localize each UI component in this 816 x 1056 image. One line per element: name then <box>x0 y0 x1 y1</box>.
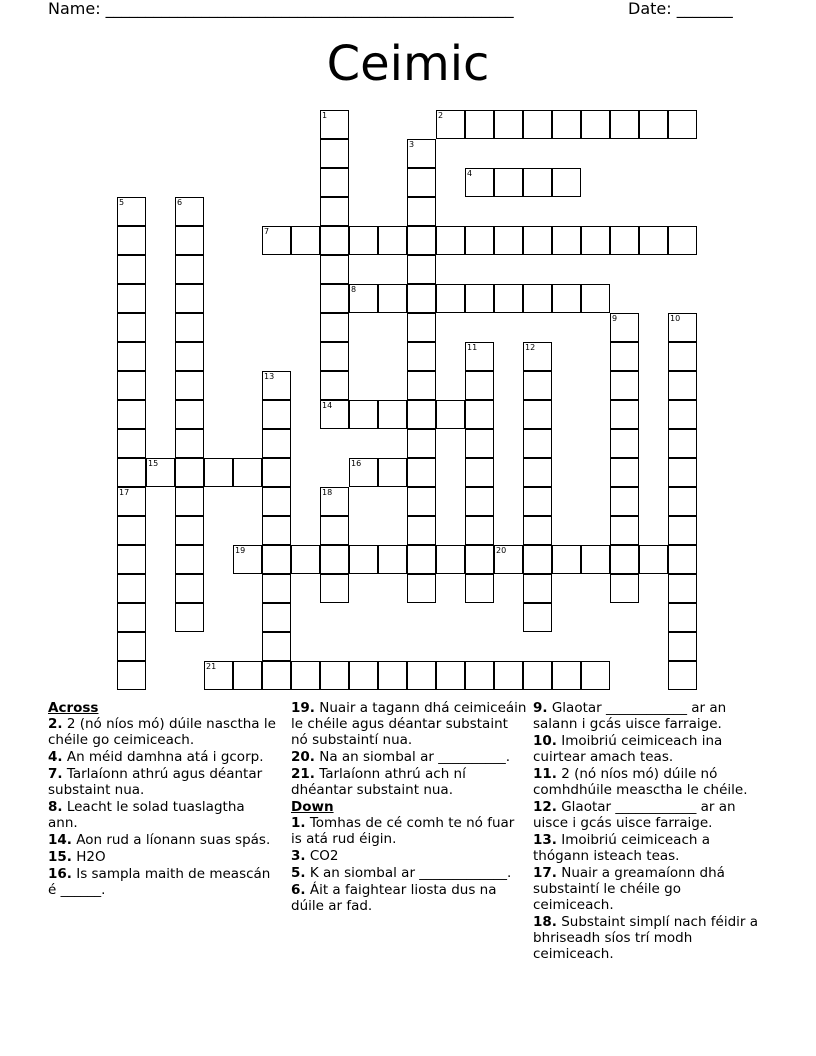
grid-cell[interactable] <box>668 487 697 516</box>
grid-cell[interactable] <box>436 545 465 574</box>
grid-cell[interactable] <box>175 487 204 516</box>
grid-cell[interactable] <box>523 371 552 400</box>
clue-item <box>48 832 276 848</box>
grid-cell[interactable] <box>465 458 494 487</box>
clue-item <box>533 700 761 732</box>
clue-number: 14 <box>322 401 333 410</box>
grid-cell[interactable] <box>117 632 146 661</box>
clue-item <box>48 766 276 798</box>
grid-cell[interactable] <box>523 400 552 429</box>
clue-number: 16 <box>351 459 362 468</box>
grid-cell[interactable] <box>117 429 146 458</box>
grid-cell[interactable] <box>523 226 552 255</box>
clue-number: 19 <box>235 546 246 555</box>
grid-cell[interactable] <box>668 516 697 545</box>
grid-cell[interactable] <box>610 226 639 255</box>
clue-item <box>48 716 276 748</box>
grid-cell[interactable] <box>465 226 494 255</box>
clue-number-label: 16. <box>48 866 72 882</box>
grid-cell[interactable] <box>320 168 349 197</box>
clue-text: Nuair a tagann dhá ceimiceáin le chéile agus déantar substaint nó substaintí nua. <box>291 700 527 748</box>
clue-number-label: 1. <box>291 815 306 831</box>
clue-item <box>291 749 527 765</box>
grid-cell[interactable] <box>407 168 436 197</box>
clue-item <box>533 733 761 765</box>
grid-cell[interactable] <box>407 313 436 342</box>
clue-number-label: 21. <box>291 766 315 782</box>
clue-number-label: 3. <box>291 848 306 864</box>
page-title: Ceimic <box>326 36 490 92</box>
clue-text: Leacht le solad tuaslagtha ann. <box>48 799 245 831</box>
grid-cell[interactable] <box>407 458 436 487</box>
grid-cell[interactable] <box>407 487 436 516</box>
clue-number: 8 <box>351 285 357 294</box>
grid-cell[interactable] <box>117 458 146 487</box>
grid-cell[interactable] <box>378 400 407 429</box>
clue-text: CO2 <box>309 848 339 864</box>
date-label: Date: _______ <box>628 0 733 18</box>
grid-cell[interactable] <box>378 458 407 487</box>
grid-cell[interactable] <box>117 574 146 603</box>
grid-cell[interactable] <box>175 313 204 342</box>
grid-cell[interactable] <box>610 516 639 545</box>
clue-number: 9 <box>612 314 618 323</box>
clue-text: An méid damhna atá i gcorp. <box>66 749 264 765</box>
grid-cell[interactable] <box>610 110 639 139</box>
clue-item <box>533 914 761 962</box>
clue-number-label: 5. <box>291 865 306 881</box>
clue-text: Substaint simplí nach féidir a bhriseadh síos trí modh ceimiceach. <box>533 914 759 962</box>
grid-cell[interactable] <box>407 342 436 371</box>
grid-cell[interactable] <box>320 371 349 400</box>
grid-cell[interactable] <box>465 516 494 545</box>
clue-text: Glaotar ____________ ar an salann i gcás uisce farraige. <box>533 700 727 732</box>
grid-cell[interactable] <box>320 284 349 313</box>
grid-cell[interactable] <box>175 603 204 632</box>
grid-cell[interactable] <box>407 255 436 284</box>
grid-cell[interactable] <box>494 226 523 255</box>
grid-cell[interactable] <box>117 516 146 545</box>
grid-cell[interactable] <box>175 458 204 487</box>
clue-item <box>533 799 761 831</box>
clue-item <box>291 882 527 914</box>
clue-text: Tarlaíonn athrú ach ní dhéantar substaint nua. <box>291 766 466 798</box>
clue-number: 4 <box>467 169 473 178</box>
grid-cell[interactable] <box>668 429 697 458</box>
grid-cell[interactable] <box>668 574 697 603</box>
clue-number: 7 <box>264 227 270 236</box>
grid-cell[interactable] <box>407 197 436 226</box>
grid-cell[interactable] <box>117 284 146 313</box>
grid-cell[interactable] <box>523 284 552 313</box>
grid-cell[interactable] <box>378 545 407 574</box>
grid-cell[interactable] <box>668 545 697 574</box>
grid-cell[interactable] <box>494 661 523 690</box>
clue-number-label: 8. <box>48 799 63 815</box>
clue-number-label: 7. <box>48 766 63 782</box>
clue-text: Tarlaíonn athrú agus déantar substaint nua. <box>48 766 263 798</box>
grid-cell[interactable] <box>262 429 291 458</box>
clues-column-1 <box>48 700 276 899</box>
clue-number: 2 <box>438 111 444 120</box>
grid-cell[interactable] <box>349 661 378 690</box>
grid-cell[interactable] <box>552 661 581 690</box>
clues-column-2 <box>291 700 527 915</box>
grid-cell[interactable] <box>117 255 146 284</box>
clue-item <box>291 815 527 847</box>
grid-cell[interactable] <box>407 429 436 458</box>
grid-cell[interactable] <box>262 661 291 690</box>
grid-cell[interactable] <box>668 603 697 632</box>
grid-cell[interactable] <box>552 168 581 197</box>
clue-number-label: 11. <box>533 766 557 782</box>
grid-cell[interactable] <box>320 661 349 690</box>
clue-text: Áit a faightear liosta dus na dúile ar fad. <box>291 882 497 914</box>
grid-cell[interactable] <box>465 574 494 603</box>
grid-cell[interactable] <box>349 545 378 574</box>
grid-cell[interactable] <box>349 400 378 429</box>
grid-cell[interactable] <box>262 603 291 632</box>
clue-item <box>291 766 527 798</box>
across-title: Across <box>48 700 99 716</box>
grid-cell[interactable] <box>494 168 523 197</box>
grid-cell[interactable] <box>552 226 581 255</box>
grid-cell[interactable] <box>407 284 436 313</box>
grid-cell[interactable] <box>262 516 291 545</box>
grid-cell[interactable] <box>523 661 552 690</box>
clue-item <box>291 865 527 881</box>
grid-cell[interactable] <box>523 516 552 545</box>
grid-cell[interactable] <box>581 661 610 690</box>
grid-cell[interactable] <box>581 226 610 255</box>
grid-cell[interactable] <box>349 226 378 255</box>
grid-cell[interactable] <box>523 168 552 197</box>
clue-number-label: 6. <box>291 882 306 898</box>
grid-cell[interactable] <box>175 342 204 371</box>
grid-cell[interactable] <box>465 371 494 400</box>
grid-cell[interactable] <box>465 284 494 313</box>
grid-cell[interactable] <box>436 400 465 429</box>
grid-cell[interactable] <box>523 487 552 516</box>
clue-number-label: 14. <box>48 832 72 848</box>
clue-number: 11 <box>467 343 478 352</box>
grid-cell[interactable] <box>262 574 291 603</box>
grid-cell[interactable] <box>233 661 262 690</box>
grid-cell[interactable] <box>523 545 552 574</box>
name-label: Name: ___________________________________________________ <box>48 0 514 18</box>
clue-item <box>48 799 276 831</box>
grid-cell[interactable] <box>117 400 146 429</box>
grid-cell[interactable] <box>552 545 581 574</box>
clue-number: 5 <box>119 198 125 207</box>
grid-cell[interactable] <box>581 545 610 574</box>
clue-number: 18 <box>322 488 333 497</box>
grid-cell[interactable] <box>610 429 639 458</box>
grid-cell[interactable] <box>204 458 233 487</box>
grid-cell[interactable] <box>668 458 697 487</box>
grid-cell[interactable] <box>320 139 349 168</box>
grid-cell[interactable] <box>291 226 320 255</box>
grid-cell[interactable] <box>175 284 204 313</box>
grid-cell[interactable] <box>610 487 639 516</box>
grid-cell[interactable] <box>175 400 204 429</box>
grid-cell[interactable] <box>117 342 146 371</box>
grid-cell[interactable] <box>668 371 697 400</box>
grid-cell[interactable] <box>262 400 291 429</box>
grid-cell[interactable] <box>610 342 639 371</box>
grid-cell[interactable] <box>378 284 407 313</box>
grid-cell[interactable] <box>320 313 349 342</box>
grid-cell[interactable] <box>407 661 436 690</box>
clue-number: 12 <box>525 343 536 352</box>
clue-number-label: 19. <box>291 700 315 716</box>
grid-cell[interactable] <box>175 574 204 603</box>
clue-text: Nuair a greamaíonn dhá substaintí le chéile go ceimiceach. <box>533 865 725 913</box>
grid-cell[interactable] <box>581 110 610 139</box>
grid-cell[interactable] <box>378 661 407 690</box>
grid-cell[interactable] <box>465 429 494 458</box>
grid-cell[interactable] <box>494 110 523 139</box>
grid-cell[interactable] <box>668 400 697 429</box>
grid-cell[interactable] <box>262 458 291 487</box>
grid-cell[interactable] <box>320 255 349 284</box>
clue-text: Imoibriú ceimiceach ina cuirtear amach teas. <box>533 733 723 765</box>
grid-cell[interactable] <box>436 284 465 313</box>
grid-cell[interactable] <box>581 284 610 313</box>
grid-cell[interactable] <box>175 255 204 284</box>
grid-cell[interactable] <box>610 545 639 574</box>
clue-number-label: 13. <box>533 832 557 848</box>
grid-cell[interactable] <box>233 458 262 487</box>
clue-number-label: 2. <box>48 716 63 732</box>
clues-column-3 <box>533 700 761 963</box>
grid-cell[interactable] <box>465 487 494 516</box>
clue-number: 20 <box>496 546 507 555</box>
grid-cell[interactable] <box>320 342 349 371</box>
grid-cell[interactable] <box>175 429 204 458</box>
grid-cell[interactable] <box>407 545 436 574</box>
grid-cell[interactable] <box>610 574 639 603</box>
clue-text: 2 (nó níos mó) dúile nasctha le chéile go ceimiceach. <box>48 716 276 748</box>
clue-text: Is sampla maith de meascán é ______. <box>48 866 271 898</box>
grid-cell[interactable] <box>523 458 552 487</box>
clue-number: 1 <box>322 111 328 120</box>
clue-item <box>291 700 527 748</box>
grid-cell[interactable] <box>117 226 146 255</box>
grid-cell[interactable] <box>610 400 639 429</box>
clue-number-label: 18. <box>533 914 557 930</box>
clue-number-label: 10. <box>533 733 557 749</box>
grid-cell[interactable] <box>407 226 436 255</box>
grid-cell[interactable] <box>117 661 146 690</box>
clue-text: H2O <box>76 849 106 865</box>
clue-number-label: 17. <box>533 865 557 881</box>
clue-text: Tomhas de cé comh te nó fuar is atá rud éigin. <box>291 815 515 847</box>
grid-cell[interactable] <box>436 226 465 255</box>
grid-cell[interactable] <box>610 458 639 487</box>
clue-number-label: 9. <box>533 700 548 716</box>
grid-cell[interactable] <box>175 371 204 400</box>
grid-cell[interactable] <box>465 661 494 690</box>
grid-cell[interactable] <box>320 545 349 574</box>
grid-cell[interactable] <box>291 661 320 690</box>
grid-cell[interactable] <box>436 661 465 690</box>
grid-cell[interactable] <box>320 516 349 545</box>
grid-cell[interactable] <box>117 603 146 632</box>
grid-cell[interactable] <box>639 226 668 255</box>
clue-item <box>533 865 761 913</box>
clue-number: 13 <box>264 372 275 381</box>
grid-cell[interactable] <box>320 574 349 603</box>
grid-cell[interactable] <box>117 371 146 400</box>
grid-cell[interactable] <box>378 226 407 255</box>
grid-cell[interactable] <box>668 661 697 690</box>
grid-cell[interactable] <box>465 545 494 574</box>
clue-item <box>48 749 276 765</box>
clue-number: 15 <box>148 459 159 468</box>
grid-cell[interactable] <box>320 197 349 226</box>
clue-number: 21 <box>206 662 217 671</box>
grid-cell[interactable] <box>407 574 436 603</box>
grid-cell[interactable] <box>494 284 523 313</box>
grid-cell[interactable] <box>117 545 146 574</box>
grid-cell[interactable] <box>668 226 697 255</box>
clue-text: Na an siombal ar __________. <box>319 749 510 765</box>
grid-cell[interactable] <box>262 545 291 574</box>
grid-cell[interactable] <box>523 603 552 632</box>
grid-cell[interactable] <box>465 110 494 139</box>
clue-text: Imoibriú ceimiceach a thógann isteach teas. <box>533 832 711 864</box>
clue-number-label: 4. <box>48 749 63 765</box>
clue-number-label: 20. <box>291 749 315 765</box>
grid-cell[interactable] <box>262 487 291 516</box>
clue-item <box>533 766 761 798</box>
clue-text: 2 (nó níos mó) dúile nó comhdhúile measctha le chéile. <box>533 766 748 798</box>
grid-cell[interactable] <box>407 516 436 545</box>
grid-cell[interactable] <box>552 284 581 313</box>
down-title: Down <box>291 799 334 815</box>
clue-number: 6 <box>177 198 183 207</box>
clue-number: 3 <box>409 140 415 149</box>
clue-number-label: 12. <box>533 799 557 815</box>
grid-cell[interactable] <box>175 545 204 574</box>
grid-cell[interactable] <box>117 313 146 342</box>
grid-cell[interactable] <box>668 342 697 371</box>
clue-item <box>48 866 276 898</box>
grid-cell[interactable] <box>523 574 552 603</box>
grid-cell[interactable] <box>523 429 552 458</box>
grid-cell[interactable] <box>175 226 204 255</box>
grid-cell[interactable] <box>639 545 668 574</box>
grid-cell[interactable] <box>407 371 436 400</box>
grid-cell[interactable] <box>552 110 581 139</box>
grid-cell[interactable] <box>175 516 204 545</box>
grid-cell[interactable] <box>639 110 668 139</box>
grid-cell[interactable] <box>407 400 436 429</box>
grid-cell[interactable] <box>523 110 552 139</box>
clue-text: K an siombal ar _____________. <box>309 865 512 881</box>
grid-cell[interactable] <box>262 632 291 661</box>
grid-cell[interactable] <box>668 632 697 661</box>
clue-item <box>533 832 761 864</box>
grid-cell[interactable] <box>465 400 494 429</box>
grid-cell[interactable] <box>668 110 697 139</box>
clue-item <box>48 849 276 865</box>
clue-number: 17 <box>119 488 130 497</box>
grid-cell[interactable] <box>291 545 320 574</box>
clue-text: Aon rud a líonann suas spás. <box>76 832 271 848</box>
grid-cell[interactable] <box>320 226 349 255</box>
grid-cell[interactable] <box>610 371 639 400</box>
clue-number-label: 15. <box>48 849 72 865</box>
clue-item <box>291 848 527 864</box>
clue-text: Glaotar ____________ ar an uisce i gcás uisce farraige. <box>533 799 736 831</box>
clue-number: 10 <box>670 314 681 323</box>
